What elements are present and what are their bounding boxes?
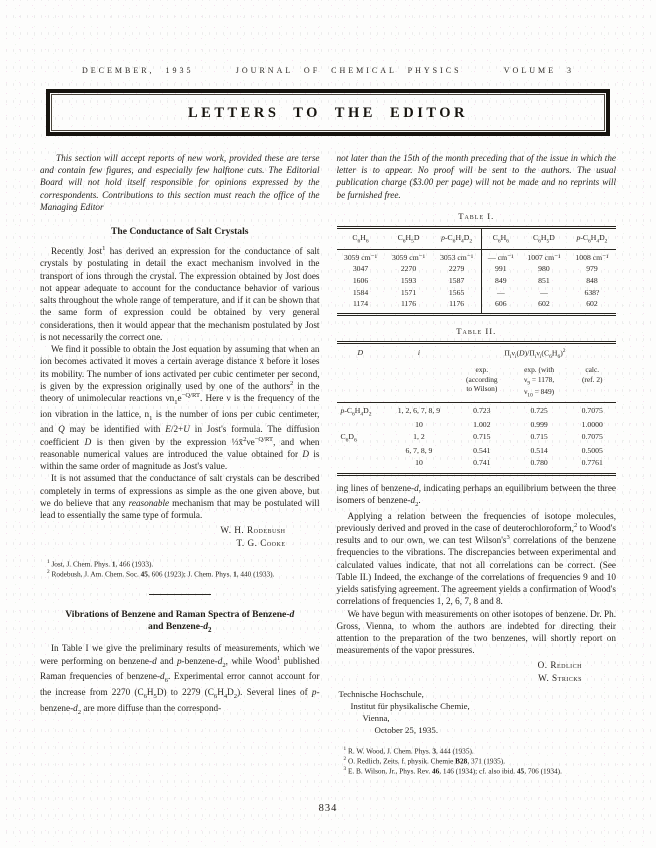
table2-cell: 0.741 — [473, 458, 491, 468]
author-signature: O. Redlich — [537, 660, 582, 671]
article1-footnotes — [40, 559, 320, 579]
affiliation-line: Vienna, — [362, 712, 390, 723]
table1-cell: 1593 — [400, 276, 417, 286]
affiliation-line: October 25, 1935. — [374, 724, 439, 735]
section-title: LETTERS TO THE EDITOR — [188, 105, 468, 121]
table2-cell: 0.780 — [530, 458, 548, 468]
table2-cell: 0.541 — [473, 446, 491, 456]
table1-cell: 851 — [538, 276, 550, 286]
table1-cell: 1565 — [433, 287, 482, 299]
article1-paragraph: It is not assumed that the conductance of salt crystals can be described completely in terms of expressions as simple as the one given above, but we do believe that any reasonable mechanism that may be postulated will lead to essentially the same type of formula. — [40, 473, 320, 521]
table1-cell: 2270 — [400, 264, 417, 274]
table2-row — [337, 457, 617, 473]
editorial-notice-text: This section will accept reports of new work, provided these are terse and contain few figures, and especially few halftone cuts. The Editorial Board will not hold itself responsible for opinions expressed by the correspondents. Contributions to this section must reach the office of the Managing Editor — [40, 153, 320, 212]
table1-row — [337, 249, 617, 263]
article2-paragraph: In Table I we give the preliminary results of measurements, which we were performing on benzene-d and $p-benzene-d_2$, while Wood$^1$ published Raman frequencies of benzene-$d_6$. Experimental error cannot account for the increase from 2270 $(C_6H_5D)$ to 2279 $(C_6H_4D_2)$. Several lines of $p-benzene-d_2$ are more diffuse than the correspond- — [40, 643, 320, 716]
right-column — [337, 152, 617, 775]
footnote: $^2$ O. Redlich, Zeits. f. physik. Chemie B28, 371 (1935). — [343, 755, 506, 766]
table2-row — [337, 445, 617, 457]
author-signature: W. H. Rodebush — [220, 525, 286, 536]
table1-cell: 1571 — [400, 287, 417, 297]
table1-cell: 980 — [538, 264, 550, 274]
article-separator-rule — [149, 594, 211, 595]
article1-title: The Conductance of Salt Crystals — [110, 226, 249, 238]
affiliation-line: Technische Hochschule, — [338, 689, 424, 700]
table1-header-cell: $C_6H_6$ — [481, 229, 520, 249]
table1-cell: 3059 cm⁻¹ — [391, 252, 426, 262]
table2-cell: 1.0000 — [581, 420, 603, 430]
table2-cell: 0.715 — [530, 431, 548, 441]
table2-subheader-cell: exp. (with $\nu_9 = 1178$, $\nu_{10} = 849$) — [510, 361, 569, 402]
table1-row — [337, 275, 617, 287]
page-number: 834 — [318, 803, 338, 814]
article1-signatures — [40, 524, 320, 550]
table2 — [337, 341, 617, 475]
table1-header-cell: $p-C_6H_4D_2$ — [568, 229, 616, 249]
table1-cell: 2279 — [433, 263, 482, 275]
table1-cell: 979 — [586, 264, 598, 274]
left-column — [40, 152, 320, 775]
table2-cell: 0.7761 — [581, 458, 603, 468]
table1-cell: 1176 — [433, 298, 482, 313]
article2-title-line2: and Benzene-$d_2$ — [148, 620, 212, 634]
table2-caption: Table II. — [456, 325, 497, 336]
table1-header-row — [337, 229, 617, 249]
article2-signatures — [337, 659, 617, 685]
table1-header-cell: $p-C_6H_4D_2$ — [433, 229, 482, 249]
table1-cell: 602 — [538, 299, 550, 309]
table1-cell: 3047 — [352, 264, 369, 274]
affiliation-block — [337, 689, 617, 737]
table2-cell: 10 — [415, 458, 423, 468]
table2-cell: 0.715 — [473, 431, 491, 441]
footnote: $^1$ Jost, J. Chem. Phys. 1, 466 (1933). — [47, 559, 154, 569]
masthead-date: DECEMBER, 1935 — [82, 66, 194, 75]
article2-paragraph: Applying a relation between the frequencies of isotope molecules, previously derived and proved in the case of deuterochloroform,$^2$ to Wood's results and to our own, we can test $Wilson's^3$ correlations of the benzene frequencies to the vibrations. The discrepancies between experimental and calculated values indicate, that not all correlations can be correct. (See Table II.) Indeed, the exchange of the correlations of frequencies 9 and 10 yields satisfying agreement. The agreement yields a confirmation of Wood's correlations of frequencies 1, 2, 6, 7, 8 and 8. — [336, 510, 617, 607]
table1-cell: 1176 — [400, 299, 417, 309]
table1-header-cell: $C_6H_5D$ — [520, 229, 568, 249]
table2-row — [337, 402, 617, 419]
footnote: $^3$ E. B. Wilson, Jr., Phys. Rev. 46, 146 (1934); cf. also ibid. 45, 706 (1934). — [343, 765, 562, 775]
table2-cell: 1.002 — [473, 420, 491, 430]
table1-cell: 1587 — [433, 275, 482, 287]
table2-cell: 1, 2, 6, 7, 8, 9 — [397, 405, 441, 415]
two-column-body — [40, 152, 616, 775]
editorial-notice-left — [40, 152, 320, 213]
table1-cell: 1008 cm⁻¹ — [575, 252, 609, 262]
table2-header-cell: D — [337, 344, 385, 402]
table1-cell: 991 — [495, 264, 507, 274]
table2-cell — [337, 457, 385, 473]
table2-cell: 0.7075 — [581, 405, 603, 415]
author-signature: T. G. Cooke — [236, 538, 286, 549]
table2-row — [337, 431, 617, 445]
article1-paragraph: Recently Jost$^1$ has derived an expression for the conductance of salt crystals by postulating in detail the exact mechanism involved in the transport of ions through the crystal. The expression obtained by Jost does not appear adequate to account for the conductance behavior of various salts throughout the whole range of temperature, and if it can be shown that the same form of expression could be obtained by very general considerations, then it would appear that the mechanism postulated by Jost is not necessarily the correct one. — [40, 245, 320, 342]
editorial-notice-text: not later than the 15th of the month preceding that of the issue in which the letter is to appear. No proof will be sent to the authors. The usual publication charge ($3.00 per page) will not be made and no reprints will be furnished free. — [336, 153, 616, 200]
table2-ratio-header: $\Pi_i\nu_i(D)/\Pi_i\nu_i(C_6H_6)^2$ — [504, 348, 566, 361]
table1-cell: 1174 — [352, 299, 369, 309]
table1-cell: 1007 cm⁻¹ — [527, 252, 561, 262]
table1-row — [337, 298, 617, 313]
article2-paragraph: We have begun with measurements on other isotopes of benzene. Dr. Ph. Gross, Vienna, to whom the authors are indebted for directing their attention to the preparation of the two benzenes, will shortly report on measurements of the vapor pressures. — [336, 608, 616, 656]
table2-cell: 1, 2 — [413, 431, 425, 441]
masthead — [40, 66, 616, 75]
table1 — [337, 226, 617, 316]
table1-header-cell: $C_6H_5D$ — [385, 229, 433, 249]
table1-cell: — cm⁻¹ — [488, 252, 514, 262]
footnote: $^2$ Rodebush, J. Am. Chem. Soc. 45, 606 (1923); J. Chem. Phys. 1, 440 (1933). — [47, 569, 275, 579]
table2-subheader-cell: exp. (according to Wilson) — [454, 361, 510, 402]
table1-cell: — — [540, 287, 548, 297]
table2-cell: 6, 7, 8, 9 — [405, 446, 433, 456]
table2-subheader-cell: calc. (ref. 2) — [568, 361, 616, 402]
table1-cell: 638? — [584, 287, 600, 297]
table2-cell: $C_6D_6$ — [340, 431, 357, 444]
affiliation-line: Institut für physikalische Chemie, — [350, 701, 470, 712]
masthead-journal-title: JOURNAL OF CHEMICAL PHYSICS — [235, 66, 462, 75]
table2-cell: 0.514 — [530, 446, 548, 456]
table2-header-row — [337, 344, 617, 361]
article2-footnotes — [337, 746, 617, 776]
table1-row — [337, 263, 617, 275]
table2-cell: 0.725 — [530, 405, 548, 415]
section-banner — [46, 89, 610, 136]
author-signature: W. Stricks — [538, 673, 582, 684]
table2-cell: 0.7075 — [581, 431, 603, 441]
table2-header-cell: i — [384, 344, 454, 402]
table1-cell: 848 — [586, 276, 598, 286]
editorial-notice-right — [337, 152, 617, 201]
table1-cell: 602 — [586, 299, 598, 309]
table2-cell: 0.999 — [530, 420, 548, 430]
section-banner-inner — [51, 94, 605, 131]
table2-cell: 0.723 — [473, 405, 491, 415]
article1-paragraph: We find it possible to obtain the Jost equation by assuming that when an ion becomes activated it moves a certain average distance x̄ before it loses its mobility. The number of ions activated per cubic centimeter per second, is given by the expression originally used by one of the authors$^2$ in the theory of unimolecular reactions $\nu n_1e^{-Q/RT}$. Here ν is the frequency of the ion vibration in the lattice, $n_1$ is the number of ions per cubic centimeter, and Q may be identified with E/2+U in Jost's formula. The diffusion coefficient D is then given by the expression $\frac{1}{3}x̄^2\nu e^{-Q/RT}$, and when reasonable numerical values are introduced the value obtained for D is within the same order of magnitude as Jost's value. — [40, 344, 320, 472]
table1-cell: 1584 — [352, 287, 369, 297]
table1-cell: 3059 cm⁻¹ — [343, 252, 378, 262]
article2-title — [40, 609, 320, 636]
table2-row — [337, 419, 617, 431]
table2-cell — [337, 445, 385, 457]
table1-cell: 1606 — [352, 276, 369, 286]
table1-row — [337, 287, 617, 299]
table1-caption: Table I. — [458, 210, 495, 221]
table1-cell: 849 — [495, 276, 507, 286]
table1-cell: 3053 cm⁻¹ — [433, 249, 482, 263]
table1-cell: — — [496, 287, 505, 297]
masthead-volume: VOLUME 3 — [503, 66, 574, 75]
table1-cell: 606 — [495, 299, 507, 309]
footnote: $^1$ R. W. Wood, J. Chem. Phys. 3, 444 (1935). — [343, 745, 474, 756]
table1-header-cell: $C_6H_6$ — [337, 229, 385, 249]
table2-cell: $p-C_6H_4D_2$ — [340, 405, 372, 418]
article2-title-line1: Vibrations of Benzene and Raman Spectra of Benzene-d — [65, 608, 295, 620]
table2-cell: 10 — [415, 420, 423, 430]
article2-paragraph: ing lines of benzene-d, indicating perhaps an equilibrium between the three isomers of benzene-$d_2$. — [336, 482, 616, 508]
table2-cell: 0.5005 — [581, 446, 603, 456]
table2-cell — [337, 419, 385, 431]
